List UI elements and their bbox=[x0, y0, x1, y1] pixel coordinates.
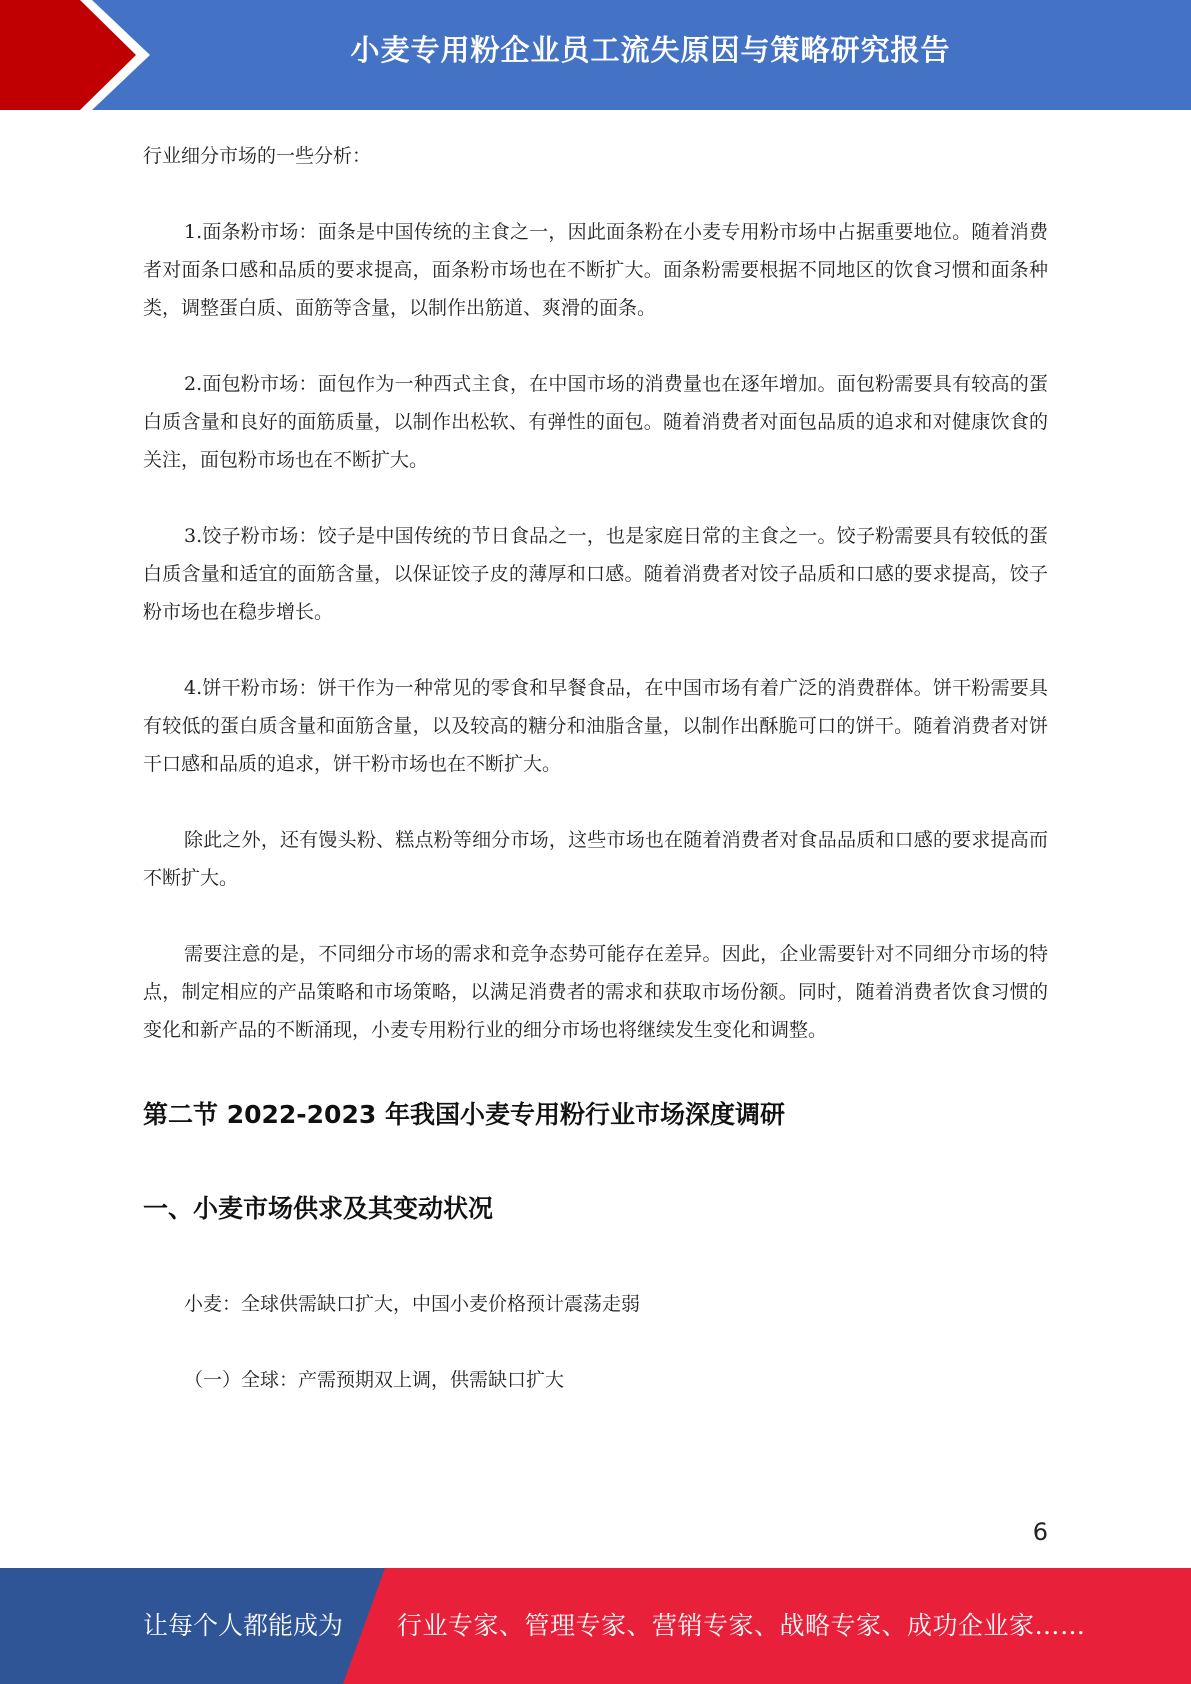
section-heading: 第二节 2022-2023 年我国小麦专用粉行业市场深度调研 bbox=[143, 1100, 785, 1129]
header-chevron-decoration bbox=[0, 0, 150, 110]
paragraph-biscuit-flour: 4.饼干粉市场：饼干作为一种常见的零食和早餐食品，在中国市场有着广泛的消费群体。饼干粉需要具有较低的蛋白质含量和面筋含量，以及较高的糖分和油脂含量，以制作出酥脆可口的饼干。随着消费者对饼干口感和品质的追求，饼干粉市场也在不断扩大。 bbox=[143, 677, 1048, 775]
wheat-summary-line: 小麦：全球供需缺口扩大，中国小麦价格预计震荡走弱 bbox=[184, 1293, 641, 1315]
footer-slogan-right: 行业专家、管理专家、营销专家、战略专家、成功企业家…… bbox=[397, 1611, 1086, 1640]
paragraph-dumpling-flour: 3.饺子粉市场：饺子是中国传统的节日食品之一，也是家庭日常的主食之一。饺子粉需要具有较低的蛋白质含量和适宜的面筋含量，以保证饺子皮的薄厚和口感。随着消费者对饺子品质和口感的要求提高，饺子粉市场也在稳步增长。 bbox=[143, 525, 1048, 623]
page-number: 6 bbox=[1032, 1518, 1048, 1546]
paragraph-other-markets: 除此之外，还有馒头粉、糕点粉等细分市场，这些市场也在随着消费者对食品品质和口感的要求提高而不断扩大。 bbox=[143, 829, 1048, 889]
paragraph-conclusion: 需要注意的是，不同细分市场的需求和竞争态势可能存在差异。因此，企业需要针对不同细分市场的特点，制定相应的产品策略和市场策略，以满足消费者的需求和获取市场份额。同时，随着消费者饮食习惯的变化和新产品的不断涌现，小麦专用粉行业的细分市场也将继续发生变化和调整。 bbox=[143, 943, 1048, 1041]
page-footer bbox=[0, 1568, 1191, 1684]
footer-slogan-left: 让每个人都能成为 bbox=[143, 1611, 344, 1640]
document-title: 小麦专用粉企业员工流失原因与策略研究报告 bbox=[350, 33, 951, 67]
page-header bbox=[0, 0, 1191, 110]
paragraph-noodle-flour: 1.面条粉市场：面条是中国传统的主食之一，因此面条粉在小麦专用粉市场中占据重要地位。随着消费者对面条口感和品质的要求提高，面条粉市场也在不断扩大。面条粉需要根据不同地区的饮食习惯和面条种类，调整蛋白质、面筋等含量，以制作出筋道、爽滑的面条。 bbox=[143, 221, 1048, 319]
sub-heading: 一、小麦市场供求及其变动状况 bbox=[143, 1194, 494, 1223]
page-content bbox=[143, 137, 1048, 1399]
global-subheading-line: （一）全球：产需预期双上调，供需缺口扩大 bbox=[184, 1369, 565, 1391]
paragraph-bread-flour: 2.面包粉市场：面包作为一种西式主食，在中国市场的消费量也在逐年增加。面包粉需要具有较高的蛋白质含量和良好的面筋质量，以制作出松软、有弹性的面包。随着消费者对面包品质的追求和对健康饮食的关注，面包粉市场也在不断扩大。 bbox=[143, 373, 1048, 471]
intro-line: 行业细分市场的一些分析： bbox=[143, 145, 372, 167]
